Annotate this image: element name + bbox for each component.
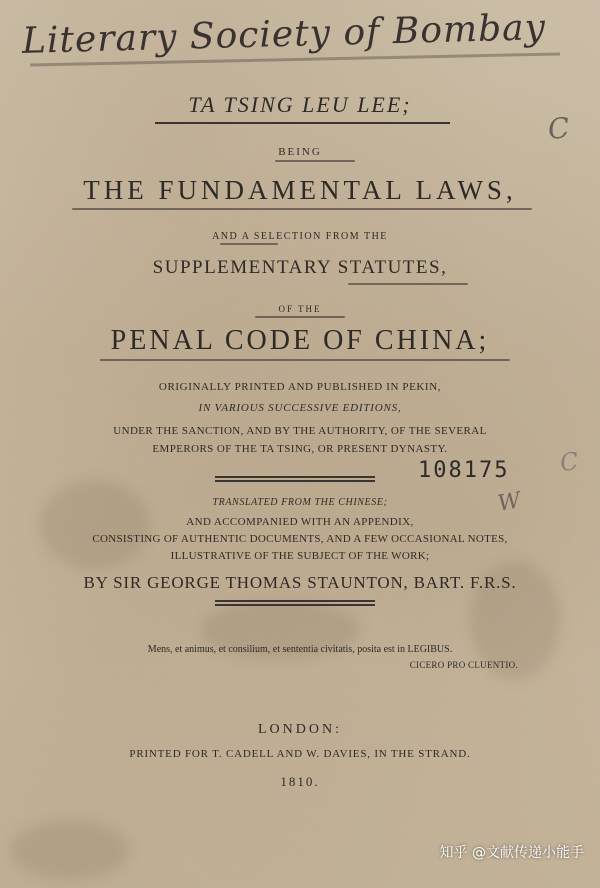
double-rule-top [215,600,375,602]
of-the-line: OF THE [278,304,322,314]
library-signature: Literary Society of Bombay [21,7,547,62]
fundamental-laws-heading: THE FUNDAMENTAL LAWS, [83,175,517,205]
imprint-publisher: PRINTED FOR T. CADELL AND W. DAVIES, IN THE STRAND. [129,748,471,760]
ink-underline [72,208,532,210]
ink-underline [275,160,355,162]
author-line: BY SIR GEORGE THOMAS STAUNTON, BART. F.R.S. [83,573,517,592]
paper-stain [10,820,130,880]
shelfmark-note: C [546,110,572,147]
being-line: BEING [278,146,322,158]
selection-line: AND A SELECTION FROM THE [212,231,388,242]
documents-line: CONSISTING OF AUTHENTIC DOCUMENTS, AND A FEW OCCASIONAL NOTES, [92,533,508,545]
double-rule-bottom [215,480,375,482]
motto-attribution: CICERO PRO CLUENTIO. [409,660,518,670]
various-editions-line: IN VARIOUS SUCCESSIVE EDITIONS, [198,402,402,414]
imprint-year: 1810. [280,774,320,789]
ink-underline [220,243,278,245]
originally-printed-line: ORIGINALLY PRINTED AND PUBLISHED IN PEKIN, [158,381,442,393]
ink-underline [348,283,468,285]
shelfmark-note-faded: C [558,446,581,478]
supplementary-statutes-heading: SUPPLEMENTARY STATUTES, [152,257,448,278]
zhihu-watermark: 知乎 @文献传递小能手 [439,845,584,861]
double-rule-top [215,476,375,478]
illustrative-line: ILLUSTRATIVE OF THE SUBJECT OF THE WORK; [170,550,430,562]
book-title: TA TSING LEU LEE; [188,92,412,117]
penal-code-heading: PENAL CODE OF CHINA; [110,325,490,356]
latin-motto: Mens, et animus, et consilium, et sententia civitatis, posita est in LEGIBUS. [147,644,453,655]
title-underline [155,122,450,124]
imprint-city: LONDON: [258,722,342,737]
ink-underline [100,359,510,361]
ink-underline [255,316,345,318]
handwritten-initial: W [496,488,523,517]
sanction-line: UNDER THE SANCTION, AND BY THE AUTHORITY, OF THE SEVERAL [113,425,487,437]
appendix-line: AND ACCOMPANIED WITH AN APPENDIX, [186,516,414,528]
double-rule-bottom [215,604,375,606]
emperors-line: EMPERORS OF THE TA TSING, OR PRESENT DYNASTY. [152,443,448,455]
translated-line: TRANSLATED FROM THE CHINESE; [212,497,388,508]
accession-number: 108175 [418,458,510,483]
